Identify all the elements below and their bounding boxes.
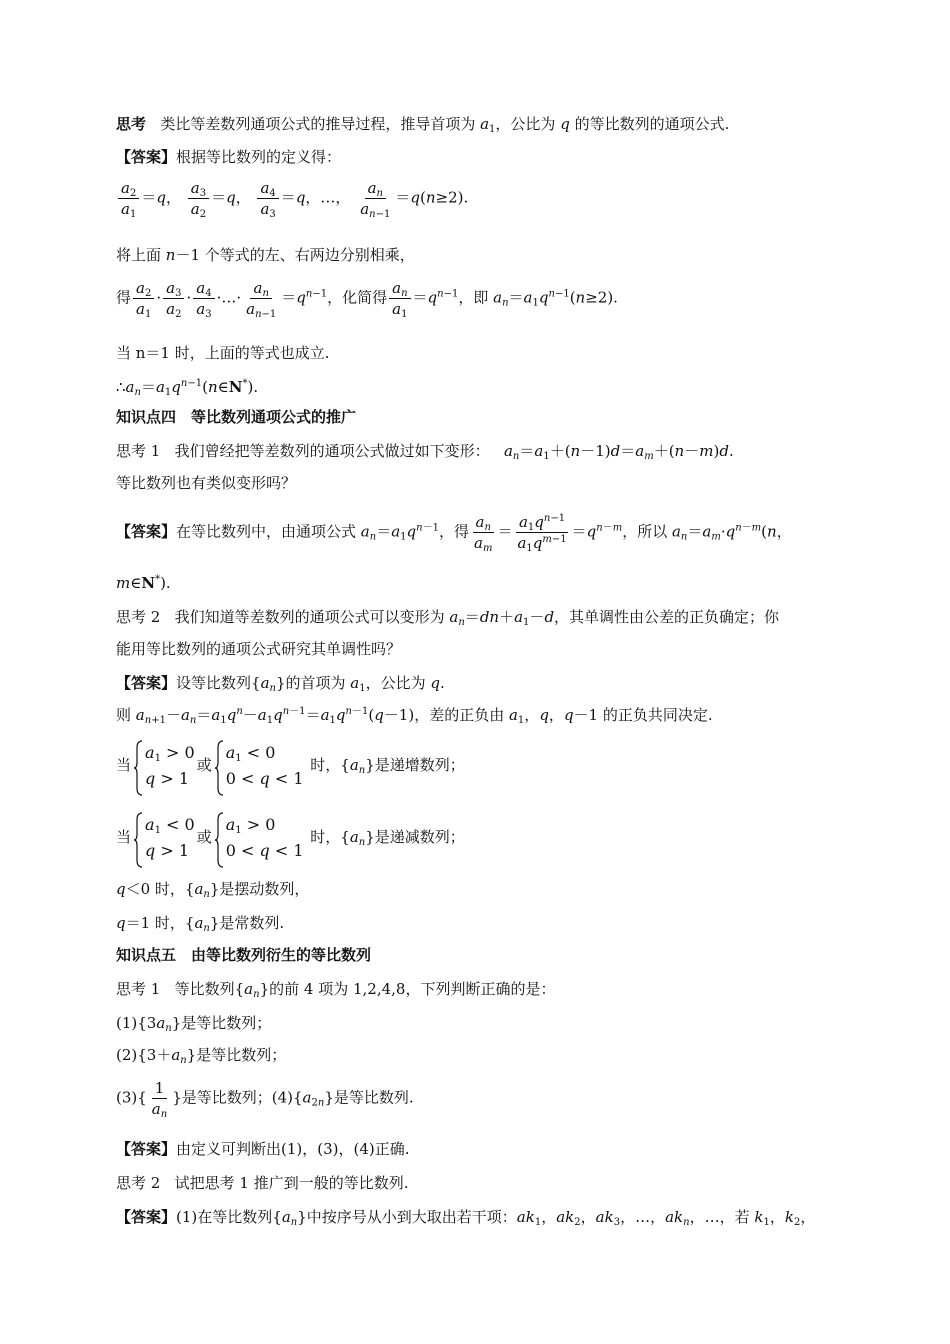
section-title-5: 知识点五 由等比数列衍生的等比数列 xyxy=(116,946,372,964)
answer-label: 【答案】 xyxy=(116,148,177,166)
increasing-condition: 当 $a_1 > 0$ q > 1 或 $a_1 < 0$ 0 < q < 1 时，$\{a_n\}$是递增数列； xyxy=(116,740,465,792)
think-label: 思考 xyxy=(116,115,147,133)
text-line: 能用等比数列的通项公式研究其单调性吗？ xyxy=(116,640,402,658)
decreasing-condition: 当 $a_1 < 0$ q > 1 或 $a_1 > 0$ 0 < q < 1 时，$\{a_n\}$是递减数列； xyxy=(116,812,465,864)
think-1-label: 思考 1 xyxy=(116,442,161,460)
answer-line: 【答案】(1)在等比数列$\{a_n\}$中按序号从小到大取出若干项：$ak_1$，$ak_2$，$ak_3$，…，$ak_n$，…，若 $k_1$，$k_2$， xyxy=(116,1208,816,1228)
text-line: 当 n＝1 时，上面的等式也成立. xyxy=(116,344,330,362)
ratio-equations: $\frac{a_2}{a_1}$ ＝q， $\frac{a_3}{a_2}$ ＝q， $\frac{a_4}{a_3}$ ＝q，…， $\frac{a_n}{a_{n-1}}$ ＝q(n≥2). xyxy=(116,180,468,217)
answer-label: 【答案】 xyxy=(116,1140,177,1158)
answer-line: 【答案】在等比数列中，由通项公式 $a_n=a_1q^{n-1}$，得 $\frac{a_n}{a_m}$ ＝ $\frac{a_1q^{n-1}}{a_1q^{m-1}}$ $=q^{n-m}$，所以 $a_n=a_m\cdot q^{n-m}(n$， xyxy=(116,513,792,554)
item-3-4: (3){ $\frac{1}{a_n}$ }是等比数列；$(4)\{a_{2n}\}$是等比数列. xyxy=(116,1079,414,1120)
constant-line: q＝1 时，$\{a_n\}$是常数列. xyxy=(116,914,285,934)
answer-line: 【答案】根据等比数列的定义得： xyxy=(116,148,342,166)
think-1-line: 思考 1 等比数列$\{a_n\}$的前 4 项为 1,2,4,8，下列判断正确的是： xyxy=(116,980,556,1000)
text-line: m∈N*). xyxy=(116,574,171,592)
answer-label: 【答案】 xyxy=(116,674,177,692)
answer-line: 【答案】由定义可判断出(1)，(3)，(4)正确. xyxy=(116,1140,410,1158)
think-2-line: 思考 2 我们知道等差数列的通项公式可以变形为 $a_n=dn+a_1-d$，其单调性由公差的正负确定；你 xyxy=(116,608,780,628)
conclusion-line: $\therefore a_n=a_1q^{n-1}(n\in N^*)$. xyxy=(116,378,259,398)
think-2-label: 思考 2 xyxy=(116,608,161,626)
item-2: $(2)\{3+a_n\}$是等比数列； xyxy=(116,1046,287,1066)
think-1-label: 思考 1 xyxy=(116,980,161,998)
item-1: $(1)\{3a_n\}$是等比数列； xyxy=(116,1014,272,1034)
text-line: 将上面 n－1 个等式的左、右两边分别相乘， xyxy=(116,246,415,264)
swing-line: q＜0 时，$\{a_n\}$是摆动数列， xyxy=(116,880,310,900)
answer-label: 【答案】 xyxy=(116,522,177,541)
answer-label: 【答案】 xyxy=(116,1208,177,1226)
difference-line: 则 $a_{n+1}-a_n=a_1q^n-a_1q^{n-1}=a_1q^{n-1}(q-1)$，差的正负由 $a_1$，q，q－1 的正负共同决定. xyxy=(116,706,713,726)
product-equation: 得 $\frac{a_2}{a_1}$ · $\frac{a_3}{a_2}$ · $\frac{a_4}{a_3}$ ·…· $\frac{a_n}{a_{n-1}}$ $=q^{n-1}$，化简得 $\frac{a_n}{a_1}$ $=q^{n-1}$，即 $a_n=a_1q^{n-1}(n\ge 2)$. xyxy=(116,279,618,320)
section-title-4: 知识点四 等比数列通项公式的推广 xyxy=(116,408,357,426)
think-line: 思考 类比等差数列通项公式的推导过程，推导首项为 $a_1$，公比为 q 的等比数列的通项公式. xyxy=(116,115,730,135)
answer-line: 【答案】设等比数列$\{a_n\}$的首项为 $a_1$，公比为 q. xyxy=(116,674,445,694)
think-1-line: 思考 1 我们曾经把等差数列的通项公式做过如下变形： $a_n=a_1+(n-1)d=a_m+(n-m)d$. xyxy=(116,442,734,462)
think-2-line: 思考 2 试把思考 1 推广到一般的等比数列. xyxy=(116,1174,409,1192)
think-2-label: 思考 2 xyxy=(116,1174,161,1192)
text-line: 等比数列也有类似变形吗？ xyxy=(116,474,297,492)
